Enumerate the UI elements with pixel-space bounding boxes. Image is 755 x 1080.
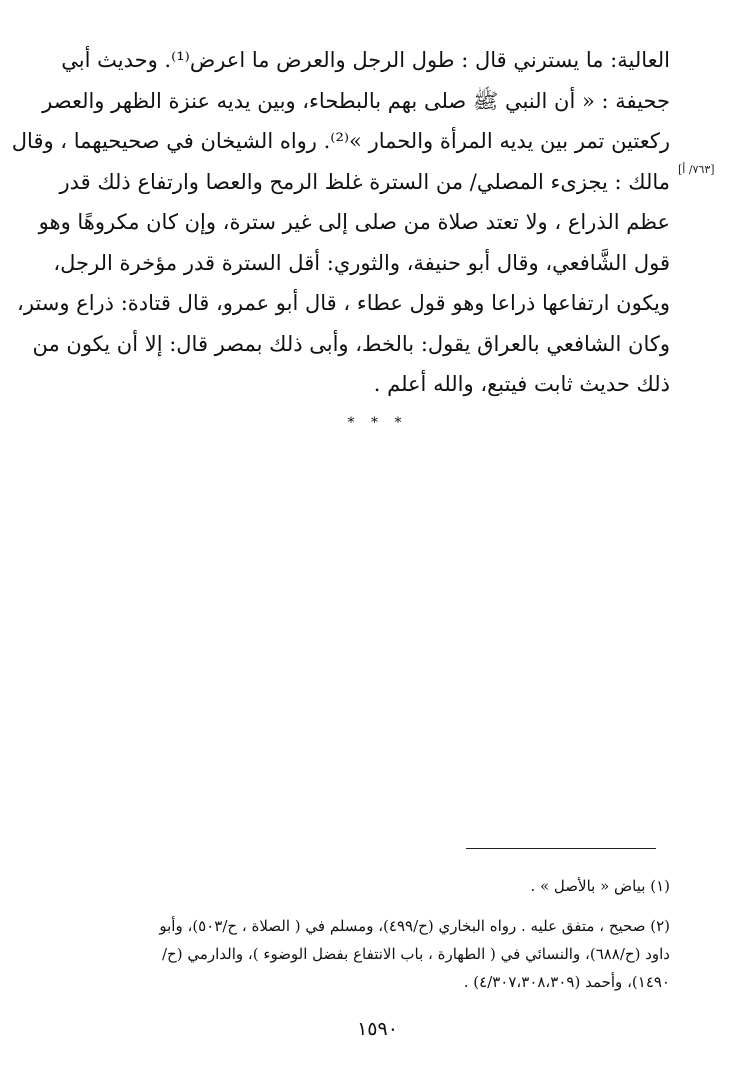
text-line: جحيفة : « أن النبي ﷺ صلى بهم بالبطحاء، وبين يديه عنزة الظهر والعصر: [42, 88, 670, 113]
footnote-1: [66, 872, 670, 900]
footnote-2: [66, 912, 670, 996]
footnotes: [66, 872, 670, 996]
text-line: مالك : يجزىء المصلي/ من السترة غلظ الرمح والعصا وارتفاع ذلك قدر: [59, 169, 670, 194]
text-line: ذلك حديث ثابت فيتبع، والله أعلم .: [373, 372, 670, 396]
text-line: عظم الذراع ، ولا تعتد صلاة من صلى إلى غير سترة، وإن كان مكروهًا وهو: [38, 210, 670, 234]
text-line: العالية: ما يسترني قال : طول الرجل والعرض ما اعرض⁽¹⁾. وحديث أبي: [61, 48, 670, 72]
text-line: ركعتين تمر بين يديه المرأة والحمار »⁽²⁾. رواه الشيخان في صحيحيهما ، وقال: [11, 129, 670, 153]
main-text: [11, 40, 670, 405]
footnote-line: (٢) صحيح ، متفق عليه . رواه البخاري (ح/٤٩٩)، ومسلم في ( الصلاة ، ح/٥٠٣)، وأبو: [159, 917, 670, 935]
page-number: ١٥٩٠: [357, 1018, 398, 1040]
text-line: قول الشَّافعي، وقال أبو حنيفة، والثوري: أقل السترة قدر مؤخرة الرجل،: [53, 250, 670, 275]
footnote-line: (١) بياض « بالأصل » .: [530, 877, 670, 895]
footnote-line: ١٤٩٠)، وأحمد (٤/٣٠٧،٣٠٨،٣٠٩) .: [463, 973, 670, 991]
text-line: ويكون ارتفاعها ذراعا وهو قول عطاء ، قال أبو عمرو، قال قتادة: ذراع وستر،: [17, 291, 670, 315]
text-line: وكان الشافعي بالعراق يقول: بالخط، وأبى ذلك بمصر قال: إلا أن يكون من: [32, 331, 670, 356]
footnote-divider: [466, 848, 656, 849]
footnote-line: داود (ح/٦٨٨)، والنسائي في ( الطهارة ، باب الانتفاع بفضل الوضوء )، والدارمي (ح/: [162, 945, 670, 963]
manuscript-folio-reference: [٧٦٣/ أ]: [678, 163, 715, 176]
section-separator: * * *: [347, 415, 408, 431]
